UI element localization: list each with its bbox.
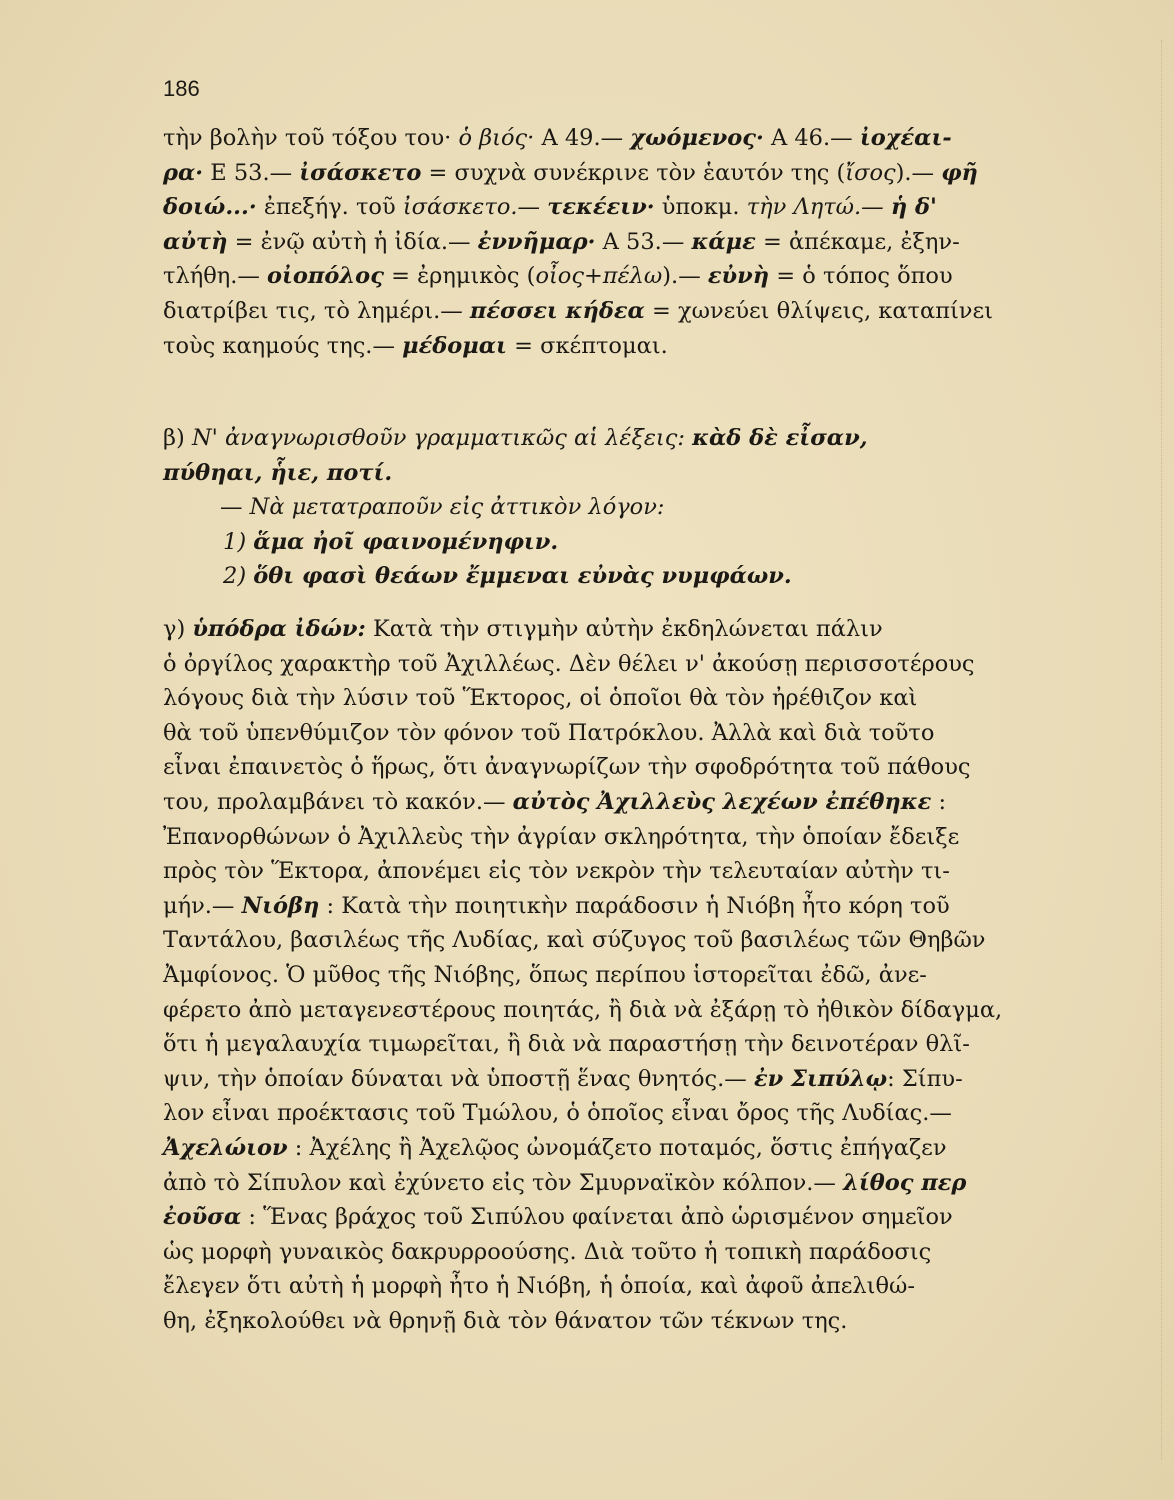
- exercise-section-b: [163, 421, 1008, 594]
- text-line: ρα· Ε 53.— ἰσάσκετο = συχνὰ συνέκρινε τὸν ἑαυτόν της (ἴσος).— φῆ: [163, 159, 978, 186]
- text-line: ψιν, τὴν ὁποίαν δύναται νὰ ὑποστῇ ἕνας θνητός.— ἐν Σιπύλῳ: Σίπυ-: [163, 1065, 963, 1092]
- text-line: μήν.— Νιόβη : Κατὰ τὴν ποιητικὴν παράδοσιν ἡ Νιόβη ἦτο κόρη τοῦ: [163, 892, 950, 919]
- text-line: λόγους διὰ τὴν λύσιν τοῦ Ἕκτορος, οἱ ὁποῖοι θὰ τὸν ἠρέθιζον καὶ: [163, 685, 918, 712]
- text-line: διατρίβει τις, τὸ λημέρι.— πέσσει κήδεα = χωνεύει θλίψεις, καταπίνει: [163, 297, 993, 324]
- text-line: ἀπὸ τὸ Σίπυλον καὶ ἐχύνετο εἰς τὸν Σμυρναϊκὸν κόλπον.— λίθος περ: [163, 1169, 967, 1196]
- text-line: Ἀχελώιον : Ἀχέλης ἢ Ἀχελῷος ὠνομάζετο ποταμός, ὅστις ἐπήγαζεν: [163, 1134, 947, 1161]
- text-line: 1) ἅμα ἠοῖ φαινομένηφιν.: [223, 528, 559, 555]
- text-line: ἐοῦσα : Ἕνας βράχος τοῦ Σιπύλου φαίνεται ἀπὸ ὡρισμένον σημεῖον: [163, 1204, 953, 1231]
- text-line: ἔλεγεν ὅτι αὐτὴ ἡ μορφὴ ἦτο ἡ Νιόβη, ἡ ὁποία, καὶ ἀφοῦ ἀπελιθώ-: [163, 1273, 915, 1300]
- text-line: — Νὰ μετατραποῦν εἰς ἀττικὸν λόγον:: [220, 494, 665, 521]
- text-line: 2) ὅθι φασὶ θεάων ἔμμεναι εὐνὰς νυμφάων.: [223, 563, 792, 590]
- text-line: τὴν βολὴν τοῦ τόξου του· ὁ βιός· Α 49.— χωόμενος· Α 46.— ἰοχέαι-: [163, 125, 952, 151]
- text-line: γ) ὑπόδρα ἰδών: Κατὰ τὴν στιγμὴν αὐτὴν ἐκδηλώνεται πάλιν: [163, 616, 883, 642]
- text-line: τλήθη.— οἰοπόλος = ἐρημικὸς (οἶος+πέλω).— εὐνὴ = ὁ τόπος ὅπου: [163, 263, 953, 290]
- text-line: πύθηαι, ἧιε, ποτί.: [163, 459, 393, 486]
- text-line: φέρετο ἀπὸ μεταγενεστέρους ποιητάς, ἢ διὰ νὰ ἐξάρῃ τὸ ἠθικὸν δίδαγμα,: [163, 996, 1003, 1023]
- text-line: λον εἶναι προέκτασις τοῦ Τμώλου, ὁ ὁποῖος εἶναι ὄρος τῆς Λυδίας.—: [163, 1100, 952, 1127]
- text-line: Ἀμφίονος. Ὁ μῦθος τῆς Νιόβης, ὅπως περίπου ἱστορεῖται ἐδῶ, ἀνε-: [163, 961, 927, 988]
- text-line: τοὺς καημούς της.— μέδομαι = σκέπτομαι.: [163, 332, 668, 359]
- text-line: αὐτὴ = ἐνῷ αὐτὴ ἡ ἰδία.— ἐννῆμαρ· Α 53.— κάμε = ἀπέκαμε, ἐξην-: [163, 228, 960, 255]
- commentary-section-c: [163, 612, 1008, 1338]
- text-line: δοιώ...· ἐπεξήγ. τοῦ ἰσάσκετο.— τεκέειν· ὑποκμ. τὴν Λητώ.— ἡ δ': [163, 194, 937, 221]
- text-line: του, προλαμβάνει τὸ κακόν.— αὐτὸς Ἀχιλλεὺς λεχέων ἐπέθηκε :: [163, 788, 947, 815]
- text-line: β) Ν' ἀναγνωρισθοῦν γραμματικῶς αἱ λέξεις: κὰδ δὲ εἶσαν,: [163, 425, 868, 451]
- page-number: 186: [163, 76, 200, 101]
- text-line: Ταντάλου, βασιλέως τῆς Λυδίας, καὶ σύζυγος τοῦ βασιλέως τῶν Θηβῶν: [163, 927, 986, 954]
- text-line: θη, ἐξηκολούθει νὰ θρηνῇ διὰ τὸν θάνατον τῶν τέκνων της.: [163, 1307, 848, 1334]
- text-line: θὰ τοῦ ὑπενθύμιζον τὸν φόνον τοῦ Πατρόκλου. Ἀλλὰ καὶ διὰ τοῦτο: [163, 719, 935, 746]
- text-line: ὡς μορφὴ γυναικὸς δακρυρροούσης. Διὰ τοῦτο ἡ τοπικὴ παράδοσις: [163, 1238, 932, 1265]
- page-edge-shadow: [1161, 40, 1166, 1460]
- commentary-paragraph-1: [163, 121, 1008, 363]
- text-line: ὅτι ἡ μεγαλαυχία τιμωρεῖται, ἢ διὰ νὰ παραστήσῃ τὴν δεινοτέραν θλῖ-: [163, 1031, 970, 1058]
- text-line: πρὸς τὸν Ἕκτορα, ἀπονέμει εἰς τὸν νεκρὸν τὴν τελευταίαν αὐτὴν τι-: [163, 858, 950, 885]
- text-line: Ἐπανορθώνων ὁ Ἀχιλλεὺς τὴν ἀγρίαν σκληρότητα, τὴν ὁποίαν ἔδειξε: [163, 823, 960, 850]
- text-line: εἶναι ἐπαινετὸς ὁ ἥρως, ὅτι ἀναγνωρίζων τὴν σφοδρότητα τοῦ πάθους: [163, 754, 971, 781]
- text-line: ὁ ὀργίλος χαρακτὴρ τοῦ Ἀχιλλέως. Δὲν θέλει ν' ἀκούσῃ περισσοτέρους: [163, 650, 975, 677]
